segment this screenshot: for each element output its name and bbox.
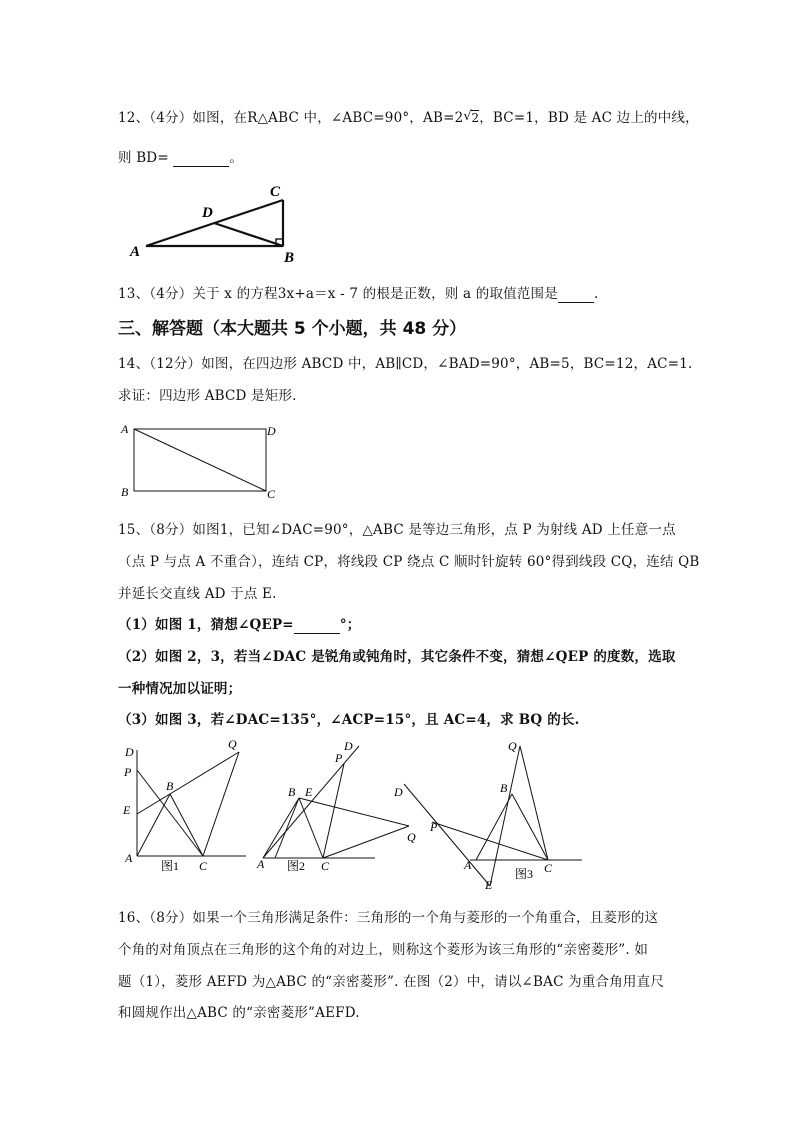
ray-ad xyxy=(404,784,490,886)
label-p: P xyxy=(124,765,132,779)
q15-figure-3 xyxy=(390,734,590,894)
q12-end: 。 xyxy=(229,150,244,166)
label-b: B xyxy=(166,779,174,793)
q15-sub1-end: °； xyxy=(339,617,361,633)
label-a: A xyxy=(257,857,265,871)
segment-bc xyxy=(299,798,323,858)
label-q: Q xyxy=(407,830,416,844)
label-d: D xyxy=(125,745,134,759)
label-c: C xyxy=(199,859,208,873)
q15-answer-blank[interactable] xyxy=(294,617,340,634)
label-c: C xyxy=(267,487,276,501)
label-q: Q xyxy=(508,739,517,753)
label-b: B xyxy=(500,781,508,795)
segment-cq xyxy=(203,752,239,856)
q15-line2: （点 P 与点 A 不重合），连结 CP，将线段 CP 绕点 C 顺时针旋转 60°得到线段 CQ，连结 QB xyxy=(118,554,700,570)
segment-be xyxy=(275,798,299,858)
label-c: C xyxy=(270,184,281,200)
q15-sub2-line1: （2）如图 2，3，若当∠DAC 是锐角或钝角时，其它条件不变，猜想∠QEP 的度数，选取 xyxy=(118,649,676,665)
label-d: D xyxy=(267,424,276,438)
segment-qc xyxy=(520,746,548,860)
q15-sub1-text: （1）如图 1，猜想∠QEP= xyxy=(118,617,294,633)
q16-line3: 题（1），菱形 AEFD 为△ABC 的“亲密菱形”. 在图（2）中，请以∠BAC 为重合角用直尺 xyxy=(118,974,665,990)
q14-line1: 14、（12分）如图，在四边形 ABCD 中，AB∥CD，∠BAD=90°，AB=5，BC=12，AC=1. xyxy=(118,356,693,372)
segment-bd xyxy=(214,223,283,246)
segment-ab xyxy=(476,794,512,860)
label-a: A xyxy=(121,422,129,436)
q12-text-a: 12、（4分）如图，在R△ABC 中，∠ABC=90°，AB=2 xyxy=(118,110,464,126)
q12-triangle-figure xyxy=(118,182,298,272)
figure-2-caption: 图2 xyxy=(287,859,306,873)
q12-line1 xyxy=(118,106,699,126)
label-e: E xyxy=(485,878,493,892)
label-e: E xyxy=(305,785,313,799)
section-heading: 三、解答题（本大题共 5 个小题，共 48 分） xyxy=(118,319,467,339)
q13-line xyxy=(118,282,598,303)
segment-ab xyxy=(263,798,299,858)
label-p: P xyxy=(335,751,343,765)
label-c: C xyxy=(321,859,330,873)
label-d: D xyxy=(344,739,353,753)
label-d: D xyxy=(202,205,213,221)
figure-3-caption: 图3 xyxy=(515,867,534,881)
label-b: B xyxy=(288,785,296,799)
q12-answer-blank[interactable] xyxy=(173,150,229,167)
q13-answer-blank[interactable] xyxy=(558,286,594,303)
sqrt-radicand: 2 xyxy=(471,111,480,125)
label-q: Q xyxy=(228,737,237,751)
ray-ad xyxy=(263,746,359,858)
q16-line2: 个角的对角顶点在三角形的这个角的对边上，则称这个菱形为该三角形的“亲密菱形”. 如 xyxy=(118,942,649,958)
label-a: A xyxy=(464,858,472,872)
label-d: D xyxy=(394,785,403,799)
q15-line1: 15、（8分）如图1，已知∠DAC=90°，△ABC 是等边三角形，点 P 为射线 AD 上任意一点 xyxy=(118,522,676,538)
q14-rectangle-figure xyxy=(118,420,288,500)
segment-cp xyxy=(323,764,344,858)
segment-qe xyxy=(490,746,520,886)
label-b: B xyxy=(121,485,129,499)
label-b: B xyxy=(284,250,295,266)
q15-sub1 xyxy=(118,613,360,634)
q15-sub2-line2: 一种情况加以证明； xyxy=(118,681,242,697)
q16-line4: 和圆规作出△ABC 的“亲密菱形”AEFD. xyxy=(118,1005,360,1021)
q15-line3: 并延长交直线 AD 于点 E. xyxy=(118,586,277,602)
label-p: P xyxy=(430,820,438,834)
q14-line2: 求证：四边形 ABCD 是矩形. xyxy=(118,388,297,404)
label-a: A xyxy=(125,851,133,865)
segment-ab xyxy=(137,794,170,856)
sqrt-sign xyxy=(463,111,479,125)
q12-line2 xyxy=(118,146,243,167)
diagonal-ac xyxy=(134,429,266,491)
q12-text-b: ，BC=1，BD 是 AC 边上的中线， xyxy=(479,110,699,126)
label-a: A xyxy=(130,244,141,260)
segment-bc xyxy=(170,794,203,856)
q13-end: . xyxy=(593,286,599,302)
segment-qe xyxy=(137,752,239,814)
q15-figure-1 xyxy=(118,738,268,878)
q13-text: 13、（4分）关于 x 的方程3x+a＝x - 7 的根是正数，则 a 的取值范围是 xyxy=(118,286,558,302)
q16-line1: 16、（8分）如果一个三角形满足条件：三角形的一个角与菱形的一个角重合，且菱形的这 xyxy=(118,910,659,926)
q12-bd-label: 则 BD= xyxy=(118,150,174,166)
label-e: E xyxy=(123,803,131,817)
label-c: C xyxy=(544,861,553,875)
figure-1-caption: 图1 xyxy=(161,859,180,873)
q15-sub3: （3）如图 3，若∠DAC=135°，∠ACP=15°，且 AC=4，求 BQ 的长. xyxy=(118,712,580,728)
